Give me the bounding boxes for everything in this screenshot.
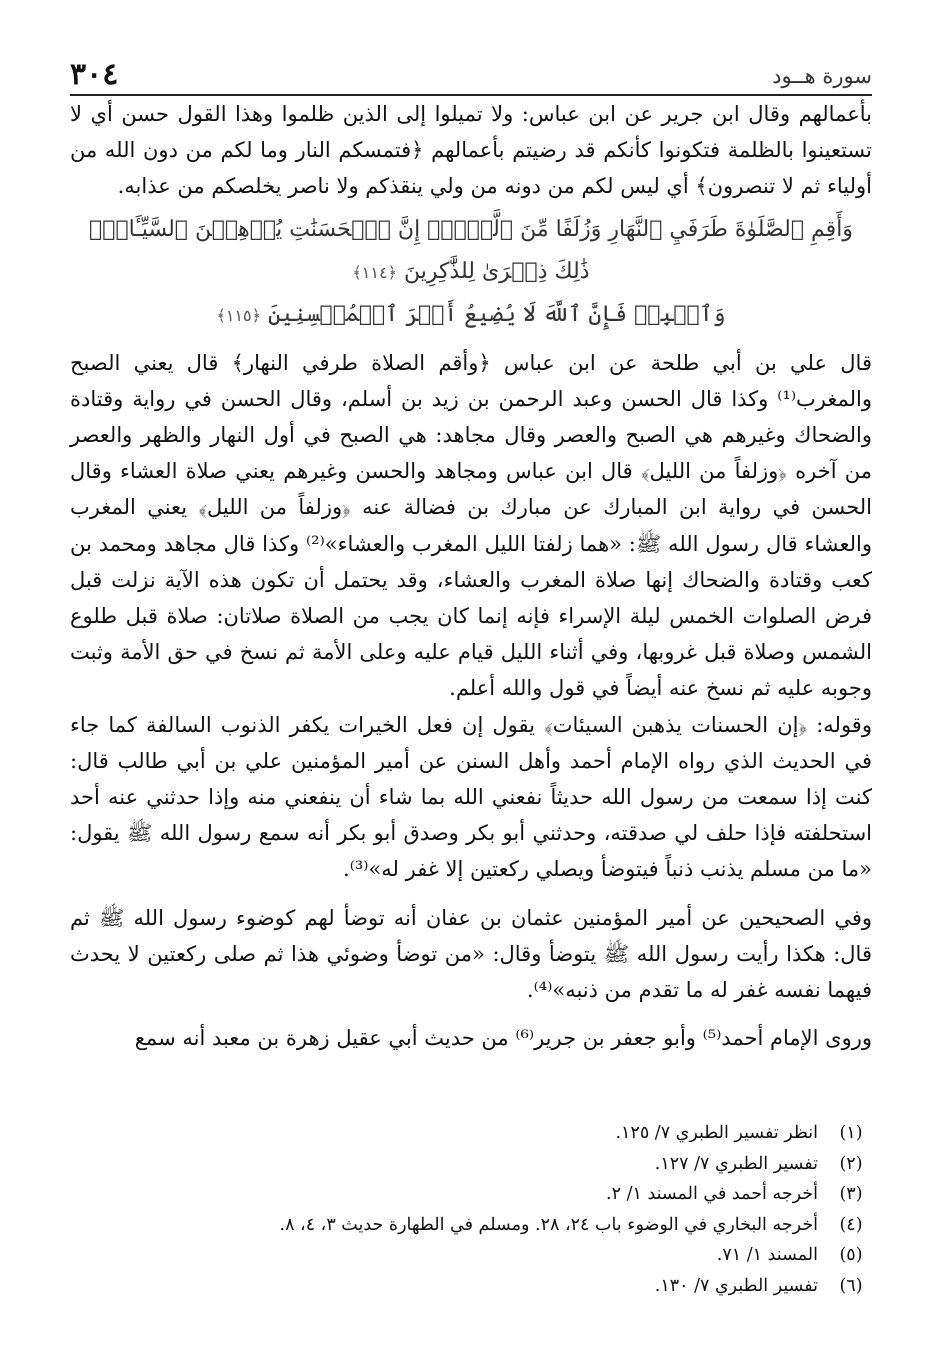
verse-number-mark: ﴿١١٤﴾ [352,262,397,282]
footnote-number: (٥) [839,1245,863,1265]
footnote-number: (٤) [839,1214,863,1235]
page-number: ٣٠٤ [70,57,119,92]
paragraph-4: وفي الصحيحين عن أمير المؤمنين عثمان بن عفان أنه توضأ لهم كوضوء رسول الله ﷺ ثم قال: هكذا رأيت رسول الله ﷺ يتوضأ وقال: «من توضأ وضوئي هذا ثم صلى ركعتين لا يحدث فيهما نفسه غفر له ما تقدم من ذنبه»⁽⁴⁾. [70,905,872,1003]
paragraph-2: قال علي بن أبي طلحة عن ابن عباس ﴿وأقم الصلاة طرفي النهار﴾ قال يعني الصبح والمغرب⁽¹⁾ وكذا قال الحسن وعبد الرحمن بن زيد بن أسلم، وقال الحسن في رواية وقتادة والضحاك وغيرهم هي الصبح والعصر وقال مجاهد: هي الصبح في أول النهار والظهر والعصر من آخره ﴿وزلفاً من الليل﴾ قال ابن عباس ومجاهد والحسن وغيرهم يعني صلاة العشاء وقال الحسن في رواية ابن المبارك عن مبارك بن فضالة عنه ﴿وزلفاً من الليل﴾ يعني المغرب والعشاء قال رسول الله ﷺ: «هما زلفتا الليل المغرب والعشاء»⁽²⁾ وكذا قال مجاهد ومحمد بن كعب وقتادة والضحاك إنها صلاة المغرب والعشاء، وقد يحتمل أن تكون هذه الآية نزلت قبل فرض الصلوات الخمس ليلة الإسراء فإنه إنما كان يجب من الصلاة صلاتان: صلاة قبل طلوع الشمس وصلاة قبل غروبها، وفي أثناء الليل قيام عليه وعلى الأمة ثم نسخ في حق الأمة وثبت وجوبه عليه ثم نسخ عنه أيضاً في قول والله أعلم. [70,350,872,701]
verse-line-2 [70,294,872,337]
footnote-item [90,1210,872,1241]
footnote-number: (١) [839,1123,863,1143]
footnote-item [90,1149,872,1180]
footnote-number: (٣) [839,1184,863,1204]
footnote-text: أخرجه البخاري في الوضوء باب ٢٤، ٢٨. ومسلم في الطهارة حديث ٣، ٤، ٨. [279,1214,818,1235]
running-title: سورة هــود [772,64,872,88]
footnote-text: انظر تفسير الطبري ٧/ ١٢٥. [615,1123,818,1143]
footnotes [90,1118,872,1301]
footnote-text: أخرجه أحمد في المسند ١/ ٢. [606,1184,818,1204]
verse-line-1 [70,209,872,294]
footnote-number: (٢) [839,1153,863,1174]
footnote-text: تفسير الطبري ٧/ ١٢٧. [654,1153,818,1174]
paragraph-3: وقوله: ﴿إن الحسنات يذهبن السيئات﴾ يقول إن فعل الخيرات يكفر الذنوب السالفة كما جاء في الحديث الذي رواه الإمام أحمد وأهل السنن عن أمير المؤمنين علي بن أبي طالب قال: كنت إذا سمعت من رسول الله حديثاً نفعني الله بما شاء أن ينفعني منه وإذا حدثني عنه أحد استحلفته فإذا حلف لي صدقته، وحدثني أبو بكر وصدق أبو بكر أنه سمع رسول الله ﷺ يقول: «ما من مسلم يذنب ذنباً فيتوضأ ويصلي ركعتين إلا غفر له»⁽³⁾. [70,712,872,882]
paragraph-1: بأعمالهم وقال ابن جرير عن ابن عباس: ولا تميلوا إلى الذين ظلموا وهذا القول حسن أي لا تستعينوا بالظلمة فتكونوا كأنكم قد رضيتم بأعمالهم ﴿فتمسكم النار وما لكم من دون الله من أولياء ثم لا تنصرون﴾ أي ليس لكم من دونه من ولي ينقذكم ولا ناصر يخلصكم من عذابه. [70,102,872,199]
quran-verse [70,209,872,337]
footnote-item [90,1118,872,1149]
footnote-item [90,1271,872,1302]
verse-line-2-text: وَٱصۡبِرۡ فَإِنَّ ٱللَّهَ لَا يُضِيعُ أَجۡرَ ٱلۡمُحۡسِنِينَ [267,301,726,327]
footnote-text: المسند ١/ ٧١. [716,1245,818,1265]
verse-line-1-text: وَأَقِمِ ٱلصَّلَوٰةَ طَرَفَيِ ٱلنَّهَارِ وَزُلَفًا مِّنَ ٱلَّيۡلِۚ إِنَّ ٱلۡحَسَنَٰتِ يُذۡهِبۡنَ ٱلسَّيِّـَٔاتِۚ ذَٰلِكَ ذِكۡرَىٰ لِلذَّٰكِرِينَ [89,216,853,284]
paragraph-5: وروى الإمام أحمد⁽⁵⁾ وأبو جعفر بن جرير⁽⁶⁾ من حديث أبي عقيل زهرة بن معبد أنه سمع [134,1026,872,1051]
page-header [70,48,872,96]
footnote-item [90,1179,872,1210]
main-text [70,96,872,1056]
footnote-item [90,1240,872,1271]
footnote-text: تفسير الطبري ٧/ ١٣٠. [654,1275,818,1296]
verse-number-mark: ﴿١١٥﴾ [216,305,261,325]
footnote-number: (٦) [839,1275,863,1296]
